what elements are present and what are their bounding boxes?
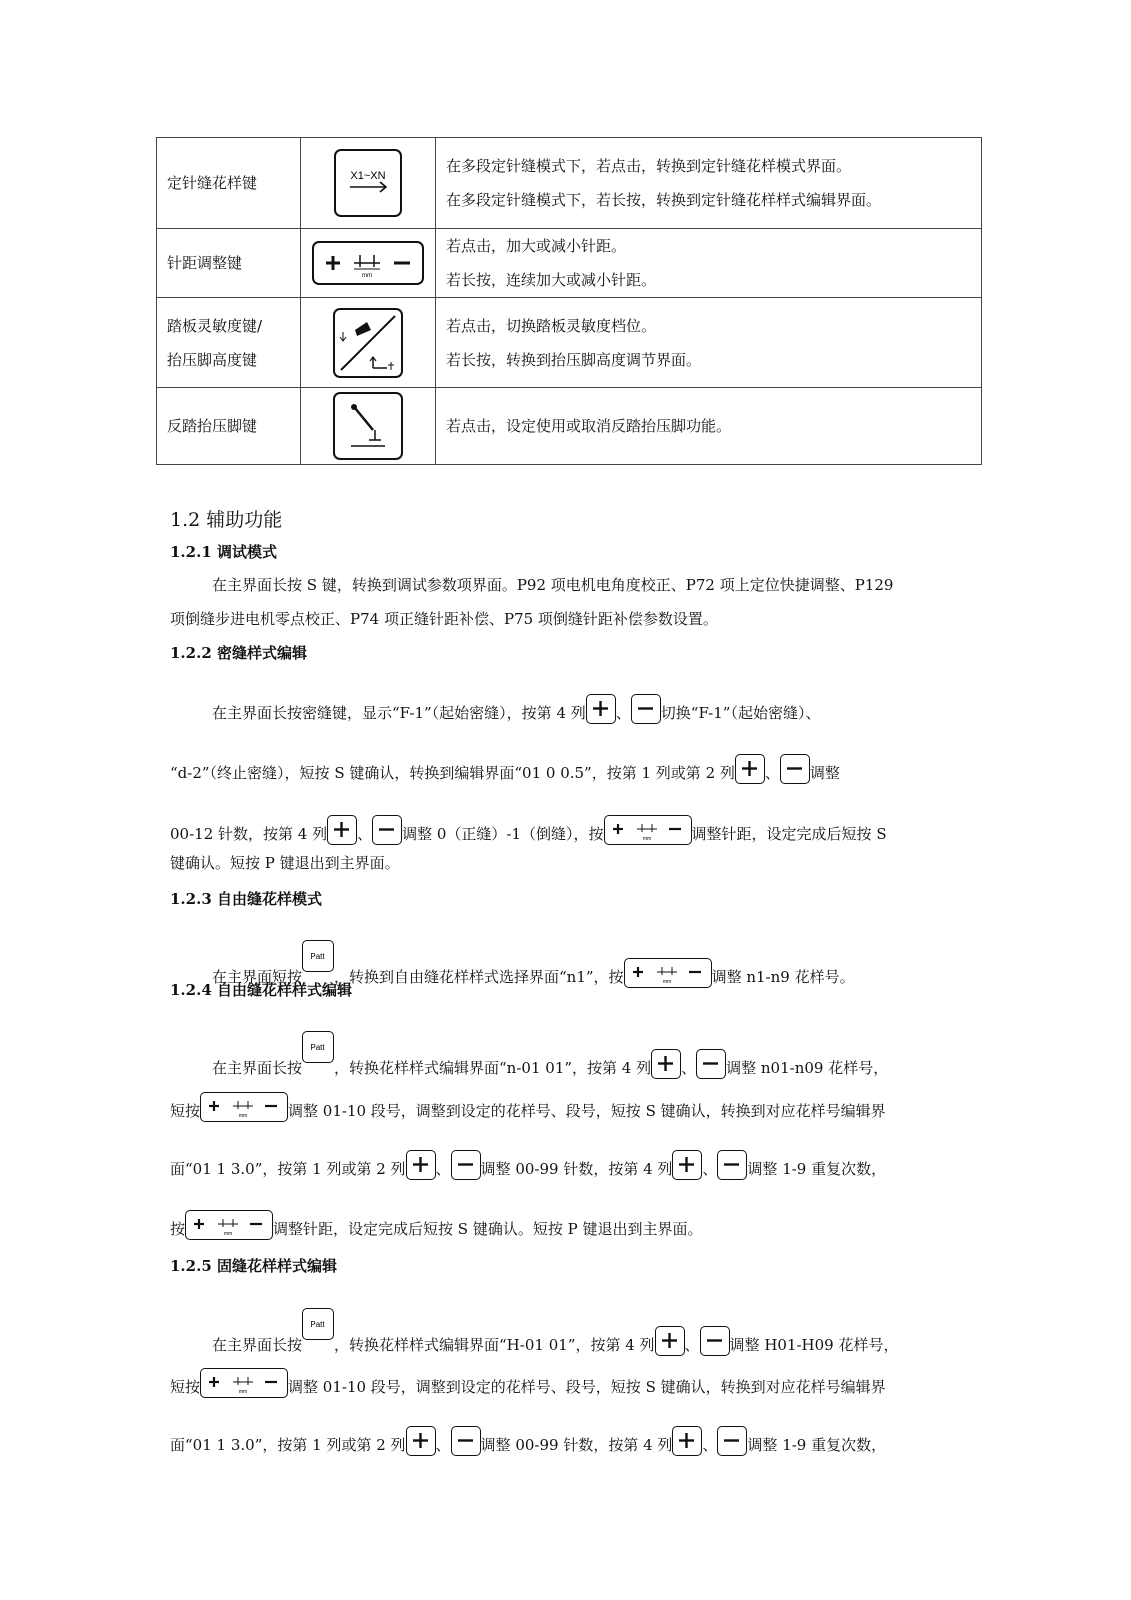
reverse-pedal-lift-icon	[333, 392, 403, 460]
plus-key-icon	[655, 1326, 685, 1356]
table-row	[157, 138, 982, 229]
stitch-length-key-icon	[200, 1092, 288, 1122]
table-row	[157, 298, 982, 388]
stitch-length-key-icon	[604, 815, 692, 845]
text-run: ，转换花样样式编辑界面“H-01 01”，按第 4 列	[334, 1336, 655, 1354]
text-run: 调整 n01-n09 花样号，	[726, 1059, 889, 1077]
key-name-text: 针距调整键	[167, 254, 243, 272]
patt-key-icon	[302, 940, 334, 972]
mm-label: mm	[223, 1231, 233, 1237]
paragraph-line	[170, 1368, 965, 1398]
paragraph-line	[170, 574, 1007, 595]
minus-key-icon	[700, 1326, 730, 1356]
subsection-title: 1.2.5 固缝花样样式编辑	[170, 1257, 337, 1275]
table-row	[157, 388, 982, 465]
x1-xn-label: X1~XN	[350, 170, 386, 182]
key-name-text: 踏板灵敏度键/	[167, 316, 263, 335]
text-run: 调整 00-99 针数，按第 4 列	[480, 1436, 673, 1454]
key-name	[157, 229, 301, 298]
mm-label: mm	[238, 1113, 248, 1119]
desc-line: 若点击，切换踏板灵敏度档位。	[446, 316, 657, 335]
key-description	[436, 388, 982, 465]
text-run: 调整针距，设定完成后短按 S 键确认。短按 P 键退出到主界面。	[273, 1220, 703, 1238]
key-description	[436, 138, 982, 229]
stitch-length-key-icon	[200, 1368, 288, 1398]
patt-label: Patt	[310, 952, 325, 961]
paragraph-line	[170, 754, 965, 784]
patt-label: Patt	[310, 1043, 325, 1052]
text-run: 短按	[170, 1378, 201, 1396]
key-name	[157, 298, 301, 388]
text-run: 、	[684, 1336, 700, 1354]
key-icon-cell	[301, 229, 436, 298]
key-name-text: 定针缝花样键	[167, 174, 258, 192]
patt-key-icon	[302, 1308, 334, 1340]
text-run: 调整	[809, 764, 840, 782]
subsection-title: 1.2.1 调试模式	[170, 543, 277, 561]
text-run: 按	[170, 1220, 186, 1238]
table-row	[157, 229, 982, 298]
text-run: ，转换花样样式编辑界面“n-01 01”，按第 4 列	[334, 1059, 652, 1077]
paragraph-line	[170, 1426, 965, 1456]
text-run: 面“01 1 3.0”，按第 1 列或第 2 列	[170, 1436, 406, 1454]
paragraph-line	[170, 1210, 965, 1240]
plus-key-icon	[651, 1049, 681, 1079]
text-run: 调整 1-9 重复次数，	[747, 1160, 887, 1178]
key-description	[436, 298, 982, 388]
text-run: 在主界面短按	[212, 968, 303, 986]
paragraph-line	[170, 1150, 965, 1180]
minus-key-icon	[451, 1150, 481, 1180]
subsection-title: 1.2.2 密缝样式编辑	[170, 644, 307, 662]
key-name-text: 抬压脚高度键	[167, 350, 258, 369]
text-run: 、	[702, 1160, 718, 1178]
text-run: 调整 00-99 针数，按第 4 列	[480, 1160, 673, 1178]
plus-key-icon	[406, 1426, 436, 1456]
paragraph-line	[170, 608, 965, 629]
minus-key-icon	[780, 754, 810, 784]
text-run: ，转换到自由缝花样样式选择界面“n1”，按	[334, 968, 624, 986]
desc-line: 在多段定针缝模式下，若点击，转换到定针缝花样模式界面。	[446, 157, 852, 175]
mm-label: mm	[662, 979, 671, 985]
key-icon-cell	[301, 138, 436, 229]
minus-key-icon	[696, 1049, 726, 1079]
text-run: 、	[435, 1436, 451, 1454]
minus-key-icon	[451, 1426, 481, 1456]
text-run: 项倒缝步进电机零点校正、P74 项正缝针距补偿、P75 项倒缝针距补偿参数设置。	[170, 610, 718, 628]
text-run: 调整 n1-n9 花样号。	[711, 968, 855, 986]
plus-key-icon	[406, 1150, 436, 1180]
stitch-length-key-icon	[185, 1210, 273, 1240]
text-run: 在主界面长按密缝键，显示“F-1”（起始密缝），按第 4 列	[212, 704, 586, 722]
subsection-title: 1.2.4 自由缝花样样式编辑	[170, 981, 352, 999]
text-run: “d-2”（终止密缝），短按 S 键确认，转换到编辑界面“01 0 0.5”，按第 1 列或第 2 列	[170, 764, 735, 782]
text-run: 切换“F-1”（起始密缝）、	[660, 704, 821, 722]
desc-line: 若长按，转换到抬压脚高度调节界面。	[446, 350, 702, 369]
plus-key-icon	[586, 694, 616, 724]
minus-key-icon	[631, 694, 661, 724]
text-run: 面“01 1 3.0”，按第 1 列或第 2 列	[170, 1160, 406, 1178]
paragraph-line	[170, 1308, 1007, 1356]
x1-xn-icon	[334, 149, 402, 217]
text-run: 在主界面长按 S 键，转换到调试参数项界面。P92 项电机电角度校正、P72 项上定位快捷调整、P129	[212, 576, 894, 594]
paragraph-line	[170, 694, 1007, 724]
text-run: 、	[702, 1436, 718, 1454]
mm-label: mm	[238, 1389, 248, 1395]
text-run: 在主界面长按	[212, 1336, 303, 1354]
desc-line: 若点击，设定使用或取消反踏抬压脚功能。	[446, 417, 732, 435]
text-run: 调整 01-10 段号，调整到设定的花样号、段号，短按 S 键确认，转换到对应花样号编辑界	[288, 1102, 886, 1120]
text-run: 、	[435, 1160, 451, 1178]
plus-key-icon	[327, 815, 357, 845]
text-run: 调整针距，设定完成后短按 S	[691, 825, 887, 843]
stitch-length-key-icon	[624, 958, 712, 988]
key-name	[157, 138, 301, 229]
section-title: 1.2 辅助功能	[170, 509, 283, 531]
text-run: 、	[764, 764, 780, 782]
key-name-text: 反踏抬压脚键	[167, 417, 258, 435]
subsection-title: 1.2.3 自由缝花样模式	[170, 890, 322, 908]
text-run: 调整 01-10 段号，调整到设定的花样号、段号，短按 S 键确认，转换到对应花样号编辑界	[288, 1378, 886, 1396]
mm-label: mm	[362, 273, 372, 279]
text-run: 在主界面长按	[212, 1059, 303, 1077]
desc-line: 若长按，连续加大或减小针距。	[446, 271, 657, 289]
text-run: 、	[615, 704, 631, 722]
patt-label: Patt	[310, 1320, 325, 1329]
desc-line: 在多段定针缝模式下，若长按，转换到定针缝花样样式编辑界面。	[446, 191, 882, 209]
plus-key-icon	[735, 754, 765, 784]
key-name	[157, 388, 301, 465]
key-description	[436, 229, 982, 298]
text-run: 00-12 针数，按第 4 列	[170, 825, 328, 843]
paragraph-line	[170, 1092, 965, 1122]
paragraph-line	[170, 1031, 1007, 1079]
key-icon-cell	[301, 298, 436, 388]
stitch-length-icon	[312, 241, 424, 285]
minus-key-icon	[717, 1150, 747, 1180]
key-function-table	[156, 137, 982, 465]
patt-key-icon	[302, 1031, 334, 1063]
plus-key-icon	[672, 1150, 702, 1180]
plus-key-icon	[672, 1426, 702, 1456]
desc-line: 若点击，加大或减小针距。	[446, 237, 627, 255]
paragraph-line	[170, 852, 965, 873]
text-run: 调整 H01-H09 花样号，	[729, 1336, 899, 1354]
key-icon-cell	[301, 388, 436, 465]
mm-label: mm	[642, 836, 651, 842]
minus-key-icon	[372, 815, 402, 845]
text-run: 调整 0（正缝）-1（倒缝），按	[402, 825, 604, 843]
text-run: 键确认。短按 P 键退出到主界面。	[170, 854, 400, 872]
text-run: 调整 1-9 重复次数，	[747, 1436, 887, 1454]
text-run: 、	[681, 1059, 697, 1077]
minus-key-icon	[717, 1426, 747, 1456]
text-run: 、	[357, 825, 373, 843]
text-run: 短按	[170, 1102, 201, 1120]
pedal-presser-foot-icon	[333, 308, 403, 378]
paragraph-line	[170, 815, 965, 845]
